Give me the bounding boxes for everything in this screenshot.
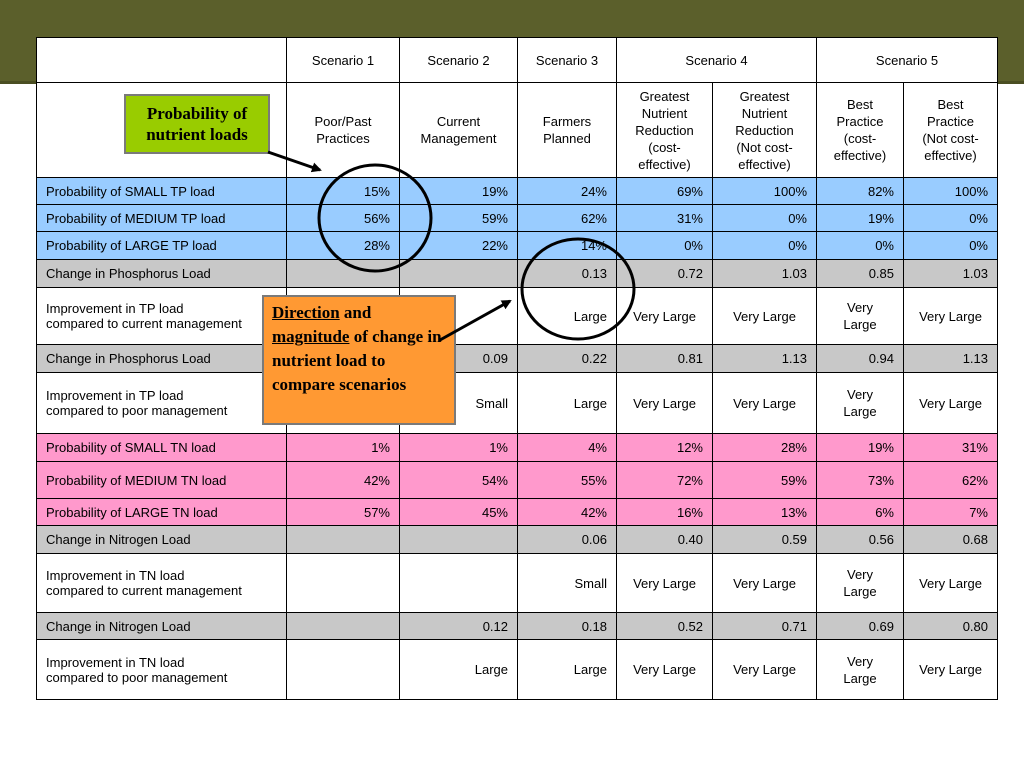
practice-header-line: Current: [436, 114, 481, 129]
value-cell: Very Large: [713, 373, 817, 434]
change-highlight-circle: [522, 239, 634, 339]
practice-header-line: Nutrient: [641, 105, 688, 121]
value-cell: 14%: [518, 232, 617, 260]
scenario-5-header: Scenario 5: [817, 38, 998, 83]
practice-header-line: Best: [846, 97, 873, 112]
value-cell: 56%: [287, 205, 400, 232]
practice-header-line: (cost-: [843, 131, 877, 146]
value-cell: Very Large: [904, 640, 998, 700]
row-label-line: Improvement in TN load: [46, 568, 185, 583]
value-cell: Large: [518, 373, 617, 434]
value-cell: 0%: [713, 232, 817, 260]
practice-header-line: Practices: [316, 131, 370, 146]
callout-direction-word: Direction: [272, 303, 340, 322]
row-label-line: Probability of MEDIUM TN load: [46, 472, 227, 488]
practice-header-line: Management: [420, 131, 497, 146]
practice-header-line: Poor/Past: [314, 114, 372, 129]
value-cell: 1.13: [904, 345, 998, 373]
value-cell: 82%: [817, 178, 904, 205]
row-label-line: Probability of MEDIUM TP load: [46, 210, 226, 226]
value-cell: 28%: [713, 434, 817, 462]
value-cell: 0.09: [400, 345, 518, 373]
value-cell: Small: [400, 373, 518, 434]
row-label-line: Change in Nitrogen Load: [46, 618, 191, 634]
value-cell: Very Large: [713, 640, 817, 700]
value-cell: Very Large: [617, 373, 713, 434]
direction-callout-arrow: [440, 301, 510, 340]
value-cell: 0%: [713, 205, 817, 232]
value-cell: 7%: [904, 499, 998, 526]
value-cell: Large: [518, 288, 617, 345]
value-cell: Large: [400, 640, 518, 700]
value-cell: 42%: [287, 462, 400, 499]
value-cell-line: Large: [843, 584, 877, 599]
value-cell: Large: [518, 640, 617, 700]
row-label-line: compared to poor management: [46, 669, 228, 685]
value-cell: 0.22: [518, 345, 617, 373]
practice-header-line: effective): [833, 148, 887, 163]
value-cell: Very Large: [713, 554, 817, 613]
value-cell: 31%: [904, 434, 998, 462]
value-cell: 16%: [617, 499, 713, 526]
value-cell: 0.56: [817, 526, 904, 554]
value-cell: 0.80: [904, 613, 998, 640]
value-cell: 0.59: [713, 526, 817, 554]
scenario-1-header: Scenario 1: [287, 38, 400, 83]
probability-callout-line-1: Probability of: [146, 104, 248, 123]
value-cell: 0.85: [817, 260, 904, 288]
value-cell: 0%: [617, 232, 713, 260]
practice-header-line: effective): [924, 148, 977, 163]
value-cell: 54%: [400, 462, 518, 499]
practice-header-line: (Not cost-: [736, 139, 793, 155]
value-cell: 4%: [518, 434, 617, 462]
value-cell: 0.06: [518, 526, 617, 554]
value-cell: 24%: [518, 178, 617, 205]
value-cell: Small: [518, 554, 617, 613]
value-cell: 0.94: [817, 345, 904, 373]
value-cell: 59%: [400, 205, 518, 232]
value-cell: 6%: [817, 499, 904, 526]
value-cell: 12%: [617, 434, 713, 462]
callout-rest-text: of change in nutrient load to compare scenarios: [272, 327, 442, 394]
row-label-line: Change in Phosphorus Load: [46, 266, 211, 281]
value-cell: 0.81: [617, 345, 713, 373]
scenario-3-header: Scenario 3: [518, 38, 617, 83]
value-cell: 0.71: [713, 613, 817, 640]
value-cell: Very Large: [904, 554, 998, 613]
callout-magnitude-word: magnitude: [272, 327, 350, 346]
value-cell: 0.40: [617, 526, 713, 554]
row-label-line: compared to current management: [46, 583, 242, 598]
value-cell-line: Large: [843, 670, 877, 686]
practice-header-line: Practice: [836, 114, 884, 129]
value-cell: 0.13: [518, 260, 617, 288]
value-cell: 1%: [287, 434, 400, 462]
value-cell: 0%: [904, 232, 998, 260]
practice-header-line: Greatest: [739, 88, 790, 104]
practice-header-line: Reduction: [735, 122, 794, 138]
value-cell: 0.72: [617, 260, 713, 288]
row-label-line: Improvement in TP load: [46, 388, 184, 403]
value-cell: 0.12: [400, 613, 518, 640]
probability-highlight-circle: [319, 165, 431, 271]
value-cell: 31%: [617, 205, 713, 232]
value-cell: 0.69: [817, 613, 904, 640]
value-cell: 1%: [400, 434, 518, 462]
value-cell: 15%: [287, 178, 400, 205]
value-cell: 0.18: [518, 613, 617, 640]
value-cell: Very Large: [904, 373, 998, 434]
value-cell: 1.03: [904, 260, 998, 288]
value-cell: 19%: [817, 205, 904, 232]
value-cell: 22%: [400, 232, 518, 260]
value-cell: 0.52: [617, 613, 713, 640]
value-cell: Very Large: [713, 288, 817, 345]
row-label-line: Probability of SMALL TN load: [46, 440, 216, 455]
practice-header-line: Reduction: [635, 122, 694, 138]
value-cell: Very Large: [617, 288, 713, 345]
scenario-2-header: Scenario 2: [400, 38, 518, 83]
value-cell: 55%: [518, 462, 617, 499]
value-cell: 42%: [518, 499, 617, 526]
row-label-line: compared to current management: [46, 316, 242, 331]
value-cell-line: Large: [843, 404, 877, 419]
value-cell: 0%: [904, 205, 998, 232]
value-cell: 13%: [713, 499, 817, 526]
value-cell-line: Very: [846, 653, 873, 669]
value-cell: 1.13: [713, 345, 817, 373]
value-cell-line: Large: [843, 317, 877, 332]
row-label-line: Improvement in TN load: [46, 654, 185, 670]
value-cell: 0%: [817, 232, 904, 260]
practice-header-line: effective): [638, 156, 691, 172]
value-cell: 0.68: [904, 526, 998, 554]
practice-header-line: effective): [738, 156, 791, 172]
value-cell: 69%: [617, 178, 713, 205]
practice-header-line: Farmers: [542, 114, 592, 129]
value-cell: 62%: [518, 205, 617, 232]
value-cell: 62%: [904, 462, 998, 499]
value-cell: Very Large: [617, 640, 713, 700]
row-label-line: Change in Nitrogen Load: [46, 532, 191, 547]
value-cell: 57%: [287, 499, 400, 526]
row-label-line: Change in Phosphorus Load: [46, 351, 211, 366]
value-cell: 100%: [713, 178, 817, 205]
row-label-line: Improvement in TP load: [46, 301, 184, 316]
value-cell: 19%: [817, 434, 904, 462]
value-cell-line: Very: [846, 567, 873, 582]
practice-header-line: (cost-: [648, 139, 681, 155]
value-cell-line: Very: [846, 387, 873, 402]
value-cell: 28%: [287, 232, 400, 260]
value-cell: 45%: [400, 499, 518, 526]
row-label-line: Probability of SMALL TP load: [46, 183, 215, 199]
callout-and-word: and: [339, 303, 372, 322]
practice-header-line: Planned: [543, 131, 591, 146]
practice-header-line: Practice: [927, 114, 974, 129]
value-cell: 59%: [713, 462, 817, 499]
value-cell: 1.03: [713, 260, 817, 288]
value-cell: Very Large: [617, 554, 713, 613]
value-cell: Very Large: [904, 288, 998, 345]
value-cell: 100%: [904, 178, 998, 205]
value-cell: 72%: [617, 462, 713, 499]
row-label-line: compared to poor management: [46, 403, 228, 418]
row-label-line: Probability of LARGE TN load: [46, 504, 218, 520]
value-cell-line: Very: [846, 300, 873, 315]
practice-header-line: (Not cost-: [922, 131, 979, 146]
scenario-4-header: Scenario 4: [617, 38, 817, 83]
practice-header-line: Greatest: [639, 88, 690, 104]
probability-callout-arrow: [268, 152, 320, 170]
practice-header-line: Nutrient: [741, 105, 788, 121]
probability-callout-line-2: nutrient loads: [146, 125, 248, 144]
row-label-line: Probability of LARGE TP load: [46, 238, 217, 253]
practice-header-line: Best: [937, 97, 964, 112]
value-cell: 73%: [817, 462, 904, 499]
value-cell: 19%: [400, 178, 518, 205]
